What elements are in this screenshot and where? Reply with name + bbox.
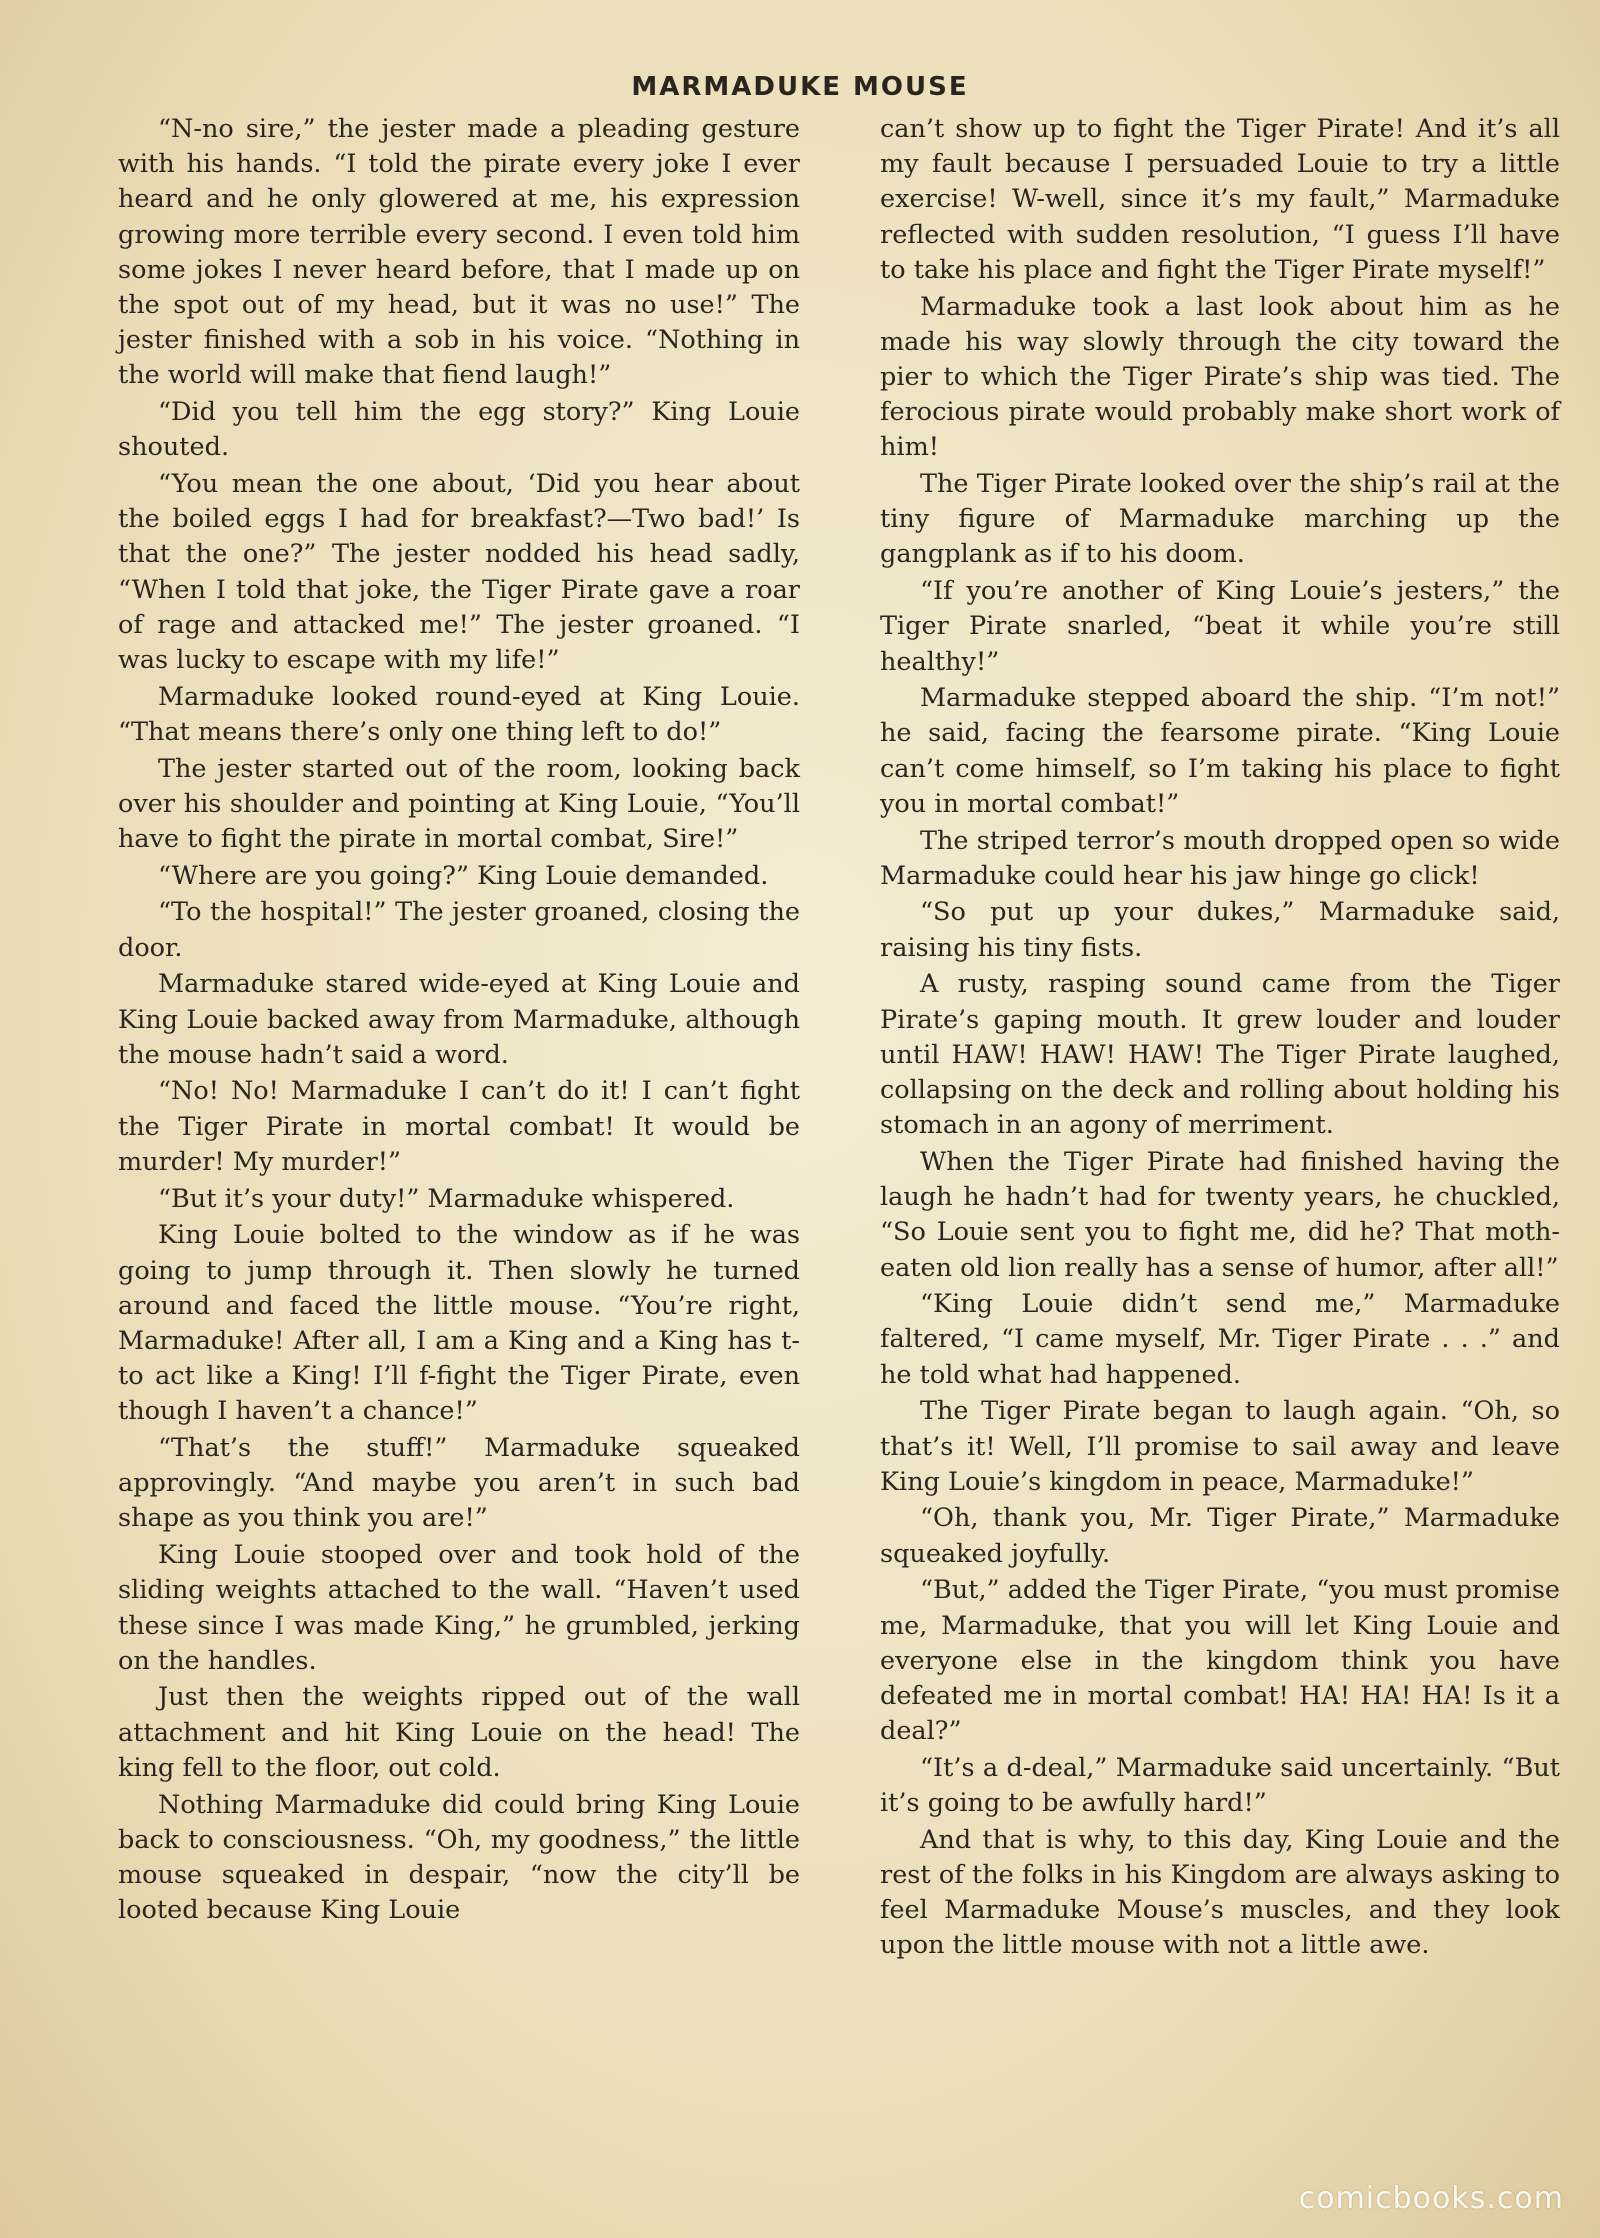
paragraph: Marmaduke stepped aboard the ship. “I’m not!” he said, facing the fearsome pirate. “King Louie can’t come himself, so I’m taking his place to fight you in mortal combat!” xyxy=(880,683,1560,819)
paragraph: King Louie bolted to the window as if he was going to jump through it. Then slowly he turned around and faced the little mouse. “You’re right, Marmaduke! After all, I am a King and a King has t-to act like a King! I’ll f-fight the Tiger Pirate, even though I haven’t a chance!” xyxy=(118,1220,800,1427)
paragraph: The jester started out of the room, looking back over his shoulder and pointing at King Louie, “You’ll have to fight the pirate in mortal combat, Sire!” xyxy=(118,753,800,855)
paragraph: “But,” added the Tiger Pirate, “you must promise me, Marmaduke, that you will let King Louie and everyone else in the kingdom think you have defeated me in mortal combat! HA! HA! HA! Is it a deal?” xyxy=(880,1575,1560,1747)
paragraph: “If you’re another of King Louie’s jesters,” the Tiger Pirate snarled, “beat it while you’re still healthy!” xyxy=(880,576,1560,677)
paragraph: “No! No! Marmaduke I can’t do it! I can’t fight the Tiger Pirate in mortal combat! It would be murder! My murder!” xyxy=(118,1076,800,1177)
right-text-column xyxy=(880,112,1560,1964)
watermark: comicbooks.com xyxy=(1298,2181,1564,2216)
paragraph: “Did you tell him the egg story?” King Louie shouted. xyxy=(118,397,800,463)
paragraph: Marmaduke took a last look about him as he made his way slowly through the city toward the pier to which the Tiger Pirate’s ship was tied. The ferocious pirate would probably make short work of him! xyxy=(880,291,1560,463)
paragraph: can’t show up to fight the Tiger Pirate! And it’s all my fault because I persuaded Louie to try a little exercise! W-well, since it’s my fault,” Marmaduke reflected with sudden resolution, “I guess I’ll have to take his place and fight the Tiger Pirate myself!” xyxy=(880,114,1560,285)
paragraph: When the Tiger Pirate had finished having the laugh he hadn’t had for twenty years, he chuckled, “So Louie sent you to fight me, did he? That moth-eaten old lion really has a sense of humor, after all!” xyxy=(880,1146,1560,1283)
paragraph: “You mean the one about, ‘Did you hear about the boiled eggs I had for breakfast?—Two bad!’ Is that the one?” The jester nodded his head sadly, “When I told that joke, the Tiger Pirate gave a roar of rage and attacked me!” The jester groaned. “I was lucky to escape with my life!” xyxy=(118,469,800,676)
paragraph: “But it’s your duty!” Marmaduke whispered. xyxy=(158,1183,735,1214)
paragraph: A rusty, rasping sound came from the Tiger Pirate’s gaping mouth. It grew louder and louder until HAW! HAW! HAW! The Tiger Pirate laughed, collapsing on the deck and rolling about holding his stomach in an agony of merriment. xyxy=(880,969,1560,1141)
paragraph: The Tiger Pirate began to laugh again. “Oh, so that’s it! Well, I’ll promise to sail away and leave King Louie’s kingdom in peace, Marmaduke!” xyxy=(880,1396,1560,1497)
paragraph: “N-no sire,” the jester made a pleading gesture with his hands. “I told the pirate every joke I ever heard and he only glowered at me, his expression growing more terrible every second. I even told him some jokes I never heard before, that I made up on the spot out of my head, but it was no use!” The jester finished with a sob in his voice. “Nothing in the world will make that fiend laugh!” xyxy=(118,114,800,391)
paragraph: “It’s a d-deal,” Marmaduke said uncertainly. “But it’s going to be awfully hard!” xyxy=(880,1752,1560,1819)
paragraph: Marmaduke looked round-eyed at King Louie. “That means there’s only one thing left to do!” xyxy=(118,681,800,747)
paragraph: “King Louie didn’t send me,” Marmaduke faltered, “I came myself, Mr. Tiger Pirate . . .” and he told what had happened. xyxy=(880,1289,1560,1390)
paragraph: Just then the weights ripped out of the wall attachment and hit King Louie on the head! The king fell to the floor, out cold. xyxy=(118,1682,800,1783)
page-header-title: MARMADUKE MOUSE xyxy=(631,72,969,102)
paragraph: And that is why, to this day, King Louie and the rest of the folks in his Kingdom are always asking to feel Marmaduke Mouse’s muscles, and they look upon the little mouse with not a little awe. xyxy=(880,1824,1560,1961)
paragraph: King Louie stooped over and took hold of the sliding weights attached to the wall. “Haven’t used these since I was made King,” he grumbled, jerking on the handles. xyxy=(118,1540,800,1676)
left-text-column xyxy=(118,112,800,1928)
paragraph: The Tiger Pirate looked over the ship’s rail at the tiny figure of Marmaduke marching up the gangplank as if to his doom. xyxy=(880,469,1560,570)
paragraph: “That’s the stuff!” Marmaduke squeaked approvingly. “And maybe you aren’t in such bad shape as you think you are!” xyxy=(118,1433,800,1534)
paragraph: The striped terror’s mouth dropped open so wide Marmaduke could hear his jaw hinge go click! xyxy=(880,825,1560,891)
paragraph: “Oh, thank you, Mr. Tiger Pirate,” Marmaduke squeaked joyfully. xyxy=(880,1503,1560,1569)
paragraph: Marmaduke stared wide-eyed at King Louie and King Louie backed away from Marmaduke, although the mouse hadn’t said a word. xyxy=(118,969,800,1070)
paragraph: “Where are you going?” King Louie demanded. xyxy=(158,860,769,891)
paragraph: “So put up your dukes,” Marmaduke said, raising his tiny fists. xyxy=(880,897,1560,963)
paragraph: Nothing Marmaduke did could bring King Louie back to consciousness. “Oh, my goodness,” the little mouse squeaked in despair, “now the city’ll be looted because King Louie xyxy=(118,1789,800,1926)
paragraph: “To the hospital!” The jester groaned, closing the door. xyxy=(118,897,800,963)
